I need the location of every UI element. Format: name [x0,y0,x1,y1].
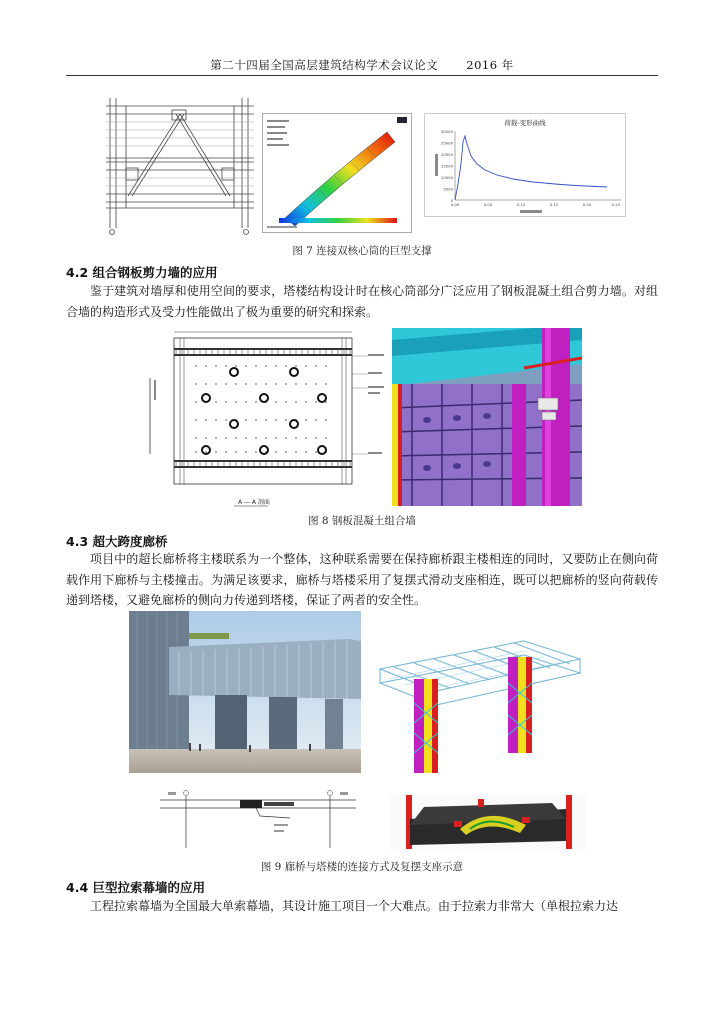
section-4-4-paragraph: 工程拉索幕墙为全国最大单索幕墙，其设计施工项目一个大难点。由于拉索力非常大（单根拉索力达 [90,899,619,913]
y-tick: 5000 [443,186,453,192]
section-4-4-heading: 4.4 巨型拉索幕墙的应用 [66,880,205,895]
fig7-plot-title: 荷载-变形曲线 [504,119,546,127]
y-tick: 20000 [440,152,453,157]
x-tick: 0.05 [483,202,493,207]
y-tick: 25000 [440,140,453,146]
fig7-load-deformation-chart [424,113,626,217]
x-tick: 0.20 [582,202,592,207]
fig9-bridge-rendering-photo [129,611,361,773]
x-tick: 0.10 [516,202,526,207]
fig8-3d-model-render [392,328,582,506]
running-header [0,57,724,73]
y-tick: 30000 [440,129,453,134]
fig8-caption: 图 8 钢板混凝土组合墙 [308,515,416,527]
x-tick: 0.00 [450,202,460,207]
fig9-connection-detail-drawing [160,790,356,848]
y-tick: 10000 [440,175,453,180]
header-title: 第二十四届全国高层建筑结构学术会议论文 [210,58,439,72]
fig9-pendulum-bearing-model [390,795,586,849]
fig8-section-label: A — A 剖面 [238,499,270,506]
fig7-elevation-drawing [106,96,254,236]
fig7-fe-deformation-plot [262,113,412,233]
y-tick: 15000 [440,163,453,169]
header-rule [66,75,658,76]
y-tick: 0 [450,198,453,203]
section-4-2-paragraph: 鉴于建筑对墙厚和使用空间的要求，塔楼结构设计时在核心筒部分广泛应用了钢板混凝土组合剪力墙。对组合墙的构造形式及受力性能做出了极为重要的研究和探索。 [66,284,658,319]
fig7-caption: 图 7 连接双核心筒的巨型支撑 [292,245,432,257]
fig9-caption: 图 9 廊桥与塔楼的连接方式及复摆支座示意 [260,861,464,873]
fig8-wall-section-drawing [146,326,386,510]
x-tick: 0.15 [549,202,559,207]
section-4-3-paragraph: 项目中的超长廊桥将主楼联系为一个整体，这种联系需要在保持廊桥跟主楼相连的同时，又要防止在侧向荷载作用下廊桥与主楼撞击。为满足该要求，廊桥与塔楼采用了复摆式滑动支座相连，既可以把廊桥的竖向荷载传递到塔楼，又避免廊桥的侧向力传递到塔楼，保证了两者的安全性。 [66,552,658,607]
section-4-3-heading: 4.3 超大跨度廊桥 [66,534,168,549]
fig9-bridge-structural-model [374,623,584,773]
header-year: 2016 年 [466,58,514,72]
x-tick: 0.25 [611,202,620,207]
section-4-2-heading: 4.2 组合钢板剪力墙的应用 [66,265,218,280]
